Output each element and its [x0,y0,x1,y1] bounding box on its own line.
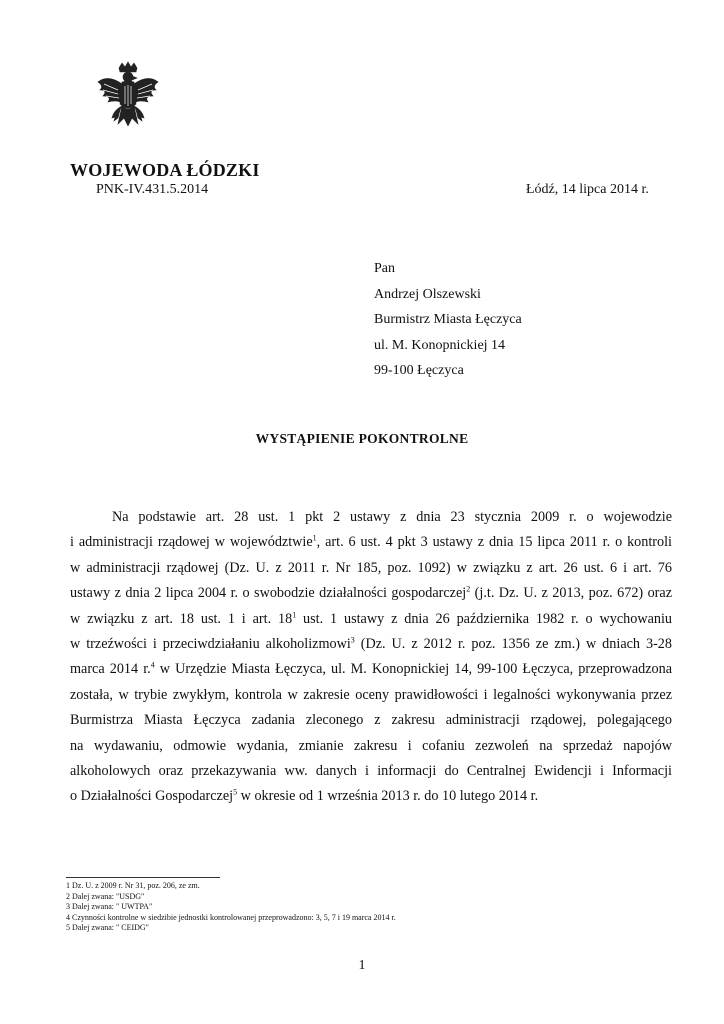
body-line: została, w trybie zwykłym, kontrola w zakresie oceny prawidłowości i legalności wykonywania przez [70,686,672,703]
recipient-name: Andrzej Olszewski [374,286,481,302]
recipient-city: 99-100 Łęczyca [374,363,464,378]
body-line: w trzeźwości i przeciwdziałaniu alkoholizmowi$^3$ (Dz. U. z 2012 r. poz. 1356 ze zm.) w dniach 3-28 [70,635,672,652]
body-line: w związku z art. 18 ust. 1 i art. $18^1$ ust. 1 ustawy z dnia 26 października 1982 r. o wychowaniu [70,609,672,627]
footnote: 1 Dz. U. z 2009 r. Nr 31, poz. 206, ze zm. [66,881,200,890]
page-number: 1 [358,958,366,973]
body-line: i administracji rządowej w województwie$^1$, art. 6 ust. 4 pkt 3 ustawy z dnia 15 lipca 2011 r. o kontroli [70,533,672,551]
body-line: Burmistrza Miasta Łęczyca zadania zleconego z zakresu administracji rządowej, polegającego [70,712,672,729]
authority-heading: WOJEWODA ŁÓDZKI [70,160,260,180]
reference-number: PNK-IV.431.5.2014 [96,182,209,197]
recipient-position: Burmistrz Miasta Łęczyca [374,312,522,327]
polish-eagle-emblem-icon [88,60,168,140]
footnote-separator [66,877,220,878]
footnote-ref: 4 [150,660,155,670]
footnote-ref: 2 [466,584,471,594]
footnote-ref: 1 [292,609,297,619]
document-date: Łódź, 14 lipca 2014 r. [526,182,649,197]
footnote: 3 Dalej zwana: " UWTPA" [66,902,153,911]
recipient-salutation: Pan [374,261,395,276]
footnote-ref: 5 [233,787,238,797]
footnote: 5 Dalej zwana: " CEIDG" [66,923,149,932]
document-title: WYSTĄPIENIE POKONTROLNE [255,431,469,446]
recipient-street: ul. M. Konopnickiej 14 [374,337,506,353]
footnotes [66,881,396,934]
body-paragraph [70,505,672,810]
footnote: 2 Dalej zwana: "USDG" [66,891,145,901]
footnote-ref: 3 [350,635,355,645]
body-line: na wydawaniu, odmowie wydania, zmianie zakresu i cofaniu zezwoleń na sprzedaż napojów [70,737,672,754]
body-line: Na podstawie art. 28 ust. 1 pkt 2 ustawy z dnia 23 stycznia 2009 r. o wojewodzie [112,509,672,525]
body-line: marca 2014 r.$^4$ w Urzędzie Miasta Łęczyca, ul. M. Konopnickiej 14, 99-100 Łęczyca, przeprowadzona [70,660,673,678]
body-line: ustawy z dnia 2 lipca 2004 r. o swobodzie działalności gospodarczej$^2$ (j.t. Dz. U. z 2013, poz. 672) oraz [70,584,672,602]
body-line: o Działalności Gospodarczej$^5$ w okresie od 1 września 2013 r. do 10 lutego 2014 r. [70,787,539,805]
body-line: w administracji rządowej (Dz. U. z 2011 r. Nr 185, poz. 1092) w związku z art. 26 ust. 6 i art. 76 [70,559,672,576]
footnote-ref: 1 [312,533,317,543]
body-line: alkoholowych oraz przekazywania ww. danych i informacji do Centralnej Ewidencji i Informacji [70,762,672,779]
footnote: 4 Czynności kontrolne w siedzibie jednostki kontrolowanej przeprowadzono: 3, 5, 7 i 19 marca 2014 r. [66,912,396,922]
recipient-address [374,256,522,384]
